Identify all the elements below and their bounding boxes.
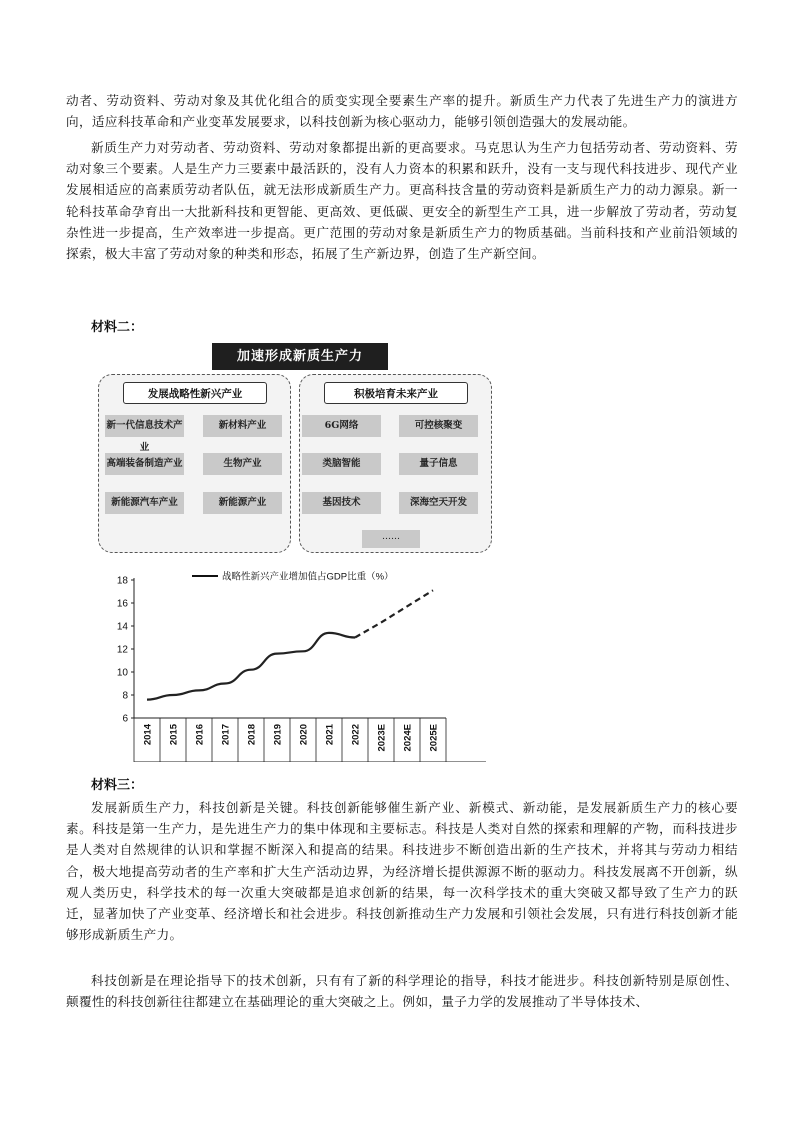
industry-box: 新一代信息技术产业 <box>105 415 184 437</box>
y-tick-label: 6 <box>122 713 128 725</box>
chart-legend <box>192 571 394 583</box>
series-line-actual <box>147 633 355 700</box>
chart-lines <box>147 590 433 699</box>
diagram-title: 加速形成新质生产力 <box>212 343 388 370</box>
chart-axes <box>117 576 486 763</box>
x-tick-label: 2022 <box>350 724 362 746</box>
strategic-industries-group <box>98 374 291 553</box>
x-tick-label: 2021 <box>324 724 336 746</box>
material-3-label: 材料三： <box>91 778 144 793</box>
x-tick-label: 2017 <box>220 724 232 746</box>
strategic-industries-heading: 发展战略性新兴产业 <box>123 382 267 404</box>
x-tick-label: 2024E <box>402 724 414 752</box>
x-tick-label: 2015 <box>168 724 180 746</box>
industry-box: 新能源汽车产业 <box>105 492 184 514</box>
x-tick-label: 2018 <box>246 724 258 746</box>
industry-box: 量子信息 <box>399 453 478 475</box>
material-2-label: 材料二： <box>91 320 144 335</box>
more-items-box: …… <box>362 530 420 548</box>
industry-box: 新能源产业 <box>203 492 282 514</box>
industry-box: 新材料产业 <box>203 415 282 437</box>
x-tick-label: 2016 <box>194 724 206 746</box>
industry-box: 6G网络 <box>302 415 381 437</box>
y-tick-label: 18 <box>116 575 128 587</box>
paragraph-3: 发展新质生产力，科技创新是关键。科技创新能够催生新产业、新模式、新动能，是发展新质生产力的核心要素。科技是第一生产力，是先进生产力的集中体现和主要标志。科技是人类对自然的探索和理解的产物，而科技进步是人类对自然规律的认识和掌握不断深入和提高的结果。科技进步不断创造出新的生产技术，并将其与劳动力相结合，极大地提高劳动者的生产率和扩大生产活动边界，为经济增长提供源源不断的驱动力。科技发展离不开创新，纵观人类历史，科学技术的每一次重大突破都是追求创新的结果，每一次科学技术的重大突破又都导致了生产力的跃迁，显著加快了产业变革、经济增长和社会进步。科技创新推动生产力发展和引领社会发展，只有进行科技创新才能够形成新质生产力。 <box>66 800 738 943</box>
legend-label: 战略性新兴产业增加值占GDP比重（%） <box>222 571 394 583</box>
x-tick-label: 2025E <box>428 724 440 752</box>
y-tick-label: 12 <box>116 644 128 656</box>
paragraph-4: 科技创新是在理论指导下的技术创新，只有有了新的科学理论的指导，科技才能进步。科技创新特别是原创性、颠覆性的科技创新往往都建立在基础理论的重大突破之上。例如，量子力学的发展推动了半导体技术、 <box>66 973 738 1010</box>
gdp-share-line-chart <box>96 566 494 762</box>
industry-box: 基因技术 <box>302 492 381 514</box>
y-tick-label: 14 <box>116 621 128 633</box>
future-industries-group <box>299 374 492 553</box>
paragraph-2: 新质生产力对劳动者、劳动资料、劳动对象都提出新的更高要求。马克思认为生产力包括劳动者、劳动资料、劳动对象三个要素。人是生产力三要素中最活跃的，没有人力资本的积累和跃升，没有一支与现代科技进步、现代产业发展相适应的高素质劳动者队伍，就无法形成新质生产力。更高科技含量的劳动资料是新质生产力的动力源泉。新一轮科技革命孕育出一大批新科技和更智能、更高效、更低碳、更安全的新型生产工具，进一步解放了劳动者，劳动复杂性进一步提高，生产效率进一步提高。更广范围的劳动对象是新质生产力的物质基础。当前科技和产业前沿领域的探索，极大丰富了劳动对象的种类和形态，拓展了生产新边界，创造了生产新空间。 <box>66 140 738 262</box>
paragraph-1: 动者、劳动资料、劳动对象及其优化组合的质变实现全要素生产率的提升。新质生产力代表了先进生产力的演进方向，适应科技革命和产业变革发展要求，以科技创新为核心驱动力，能够引领创造强大的发展动能。 <box>66 93 738 130</box>
industry-box: 高端装备制造产业 <box>105 453 184 475</box>
y-tick-label: 10 <box>116 667 128 679</box>
x-tick-label: 2014 <box>142 724 154 746</box>
y-tick-label: 16 <box>116 598 128 610</box>
series-line-estimate <box>355 590 433 637</box>
x-tick-label: 2023E <box>376 724 388 752</box>
future-industries-heading: 积极培育未来产业 <box>324 382 468 404</box>
industry-box: 可控核聚变 <box>399 415 478 437</box>
industry-box: 深海空天开发 <box>399 492 478 514</box>
industry-box: 类脑智能 <box>302 453 381 475</box>
x-tick-label: 2019 <box>272 724 284 746</box>
industry-diagram <box>96 343 494 556</box>
industry-box: 生物产业 <box>203 453 282 475</box>
x-tick-label: 2020 <box>298 724 310 746</box>
y-tick-label: 8 <box>122 690 128 702</box>
